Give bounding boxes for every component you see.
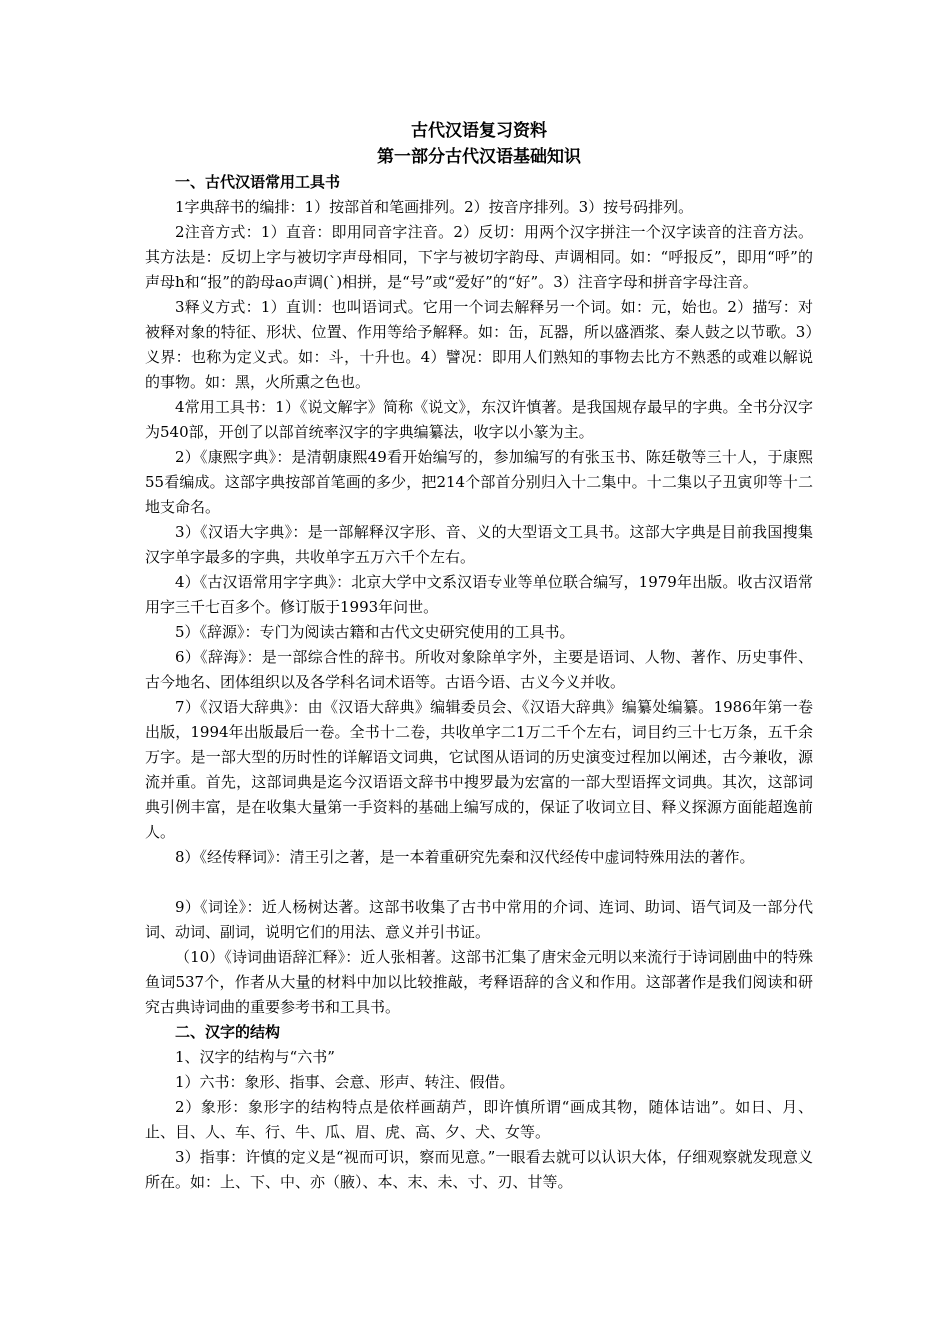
paragraph: 4常用工具书：1）《说文解字》简称《说文》，东汉许慎著。是我国规存最早的字典。全书分汉字为540部，开创了以部首统率汉字的字典编纂法，收字以小篆为主。 bbox=[145, 398, 813, 441]
document-subtitle: 第一部分古代汉语基础知识 bbox=[377, 147, 581, 167]
paragraph: 5）《辞源》：专门为阅读古籍和古代文史研究使用的工具书。 bbox=[175, 623, 575, 641]
paragraph: 1、汉字的结构与“六书” bbox=[175, 1048, 335, 1066]
paragraph: 3）指事：许慎的定义是“视而可识，察而见意。”一眼看去就可以认识大体，仔细观察就发现意义所在。如：上、下、中、亦（腋）、本、末、未、寸、刃、甘等。 bbox=[145, 1148, 813, 1191]
paragraph: 9）《词诠》：近人杨树达著。这部书收集了古书中常用的介词、连词、助词、语气词及一部分代词、动词、副词，说明它们的用法、意义并引书证。 bbox=[145, 898, 813, 941]
blank-line bbox=[145, 870, 813, 895]
paragraph: 2注音方式：1）直音：即用同音字注音。2）反切：用两个汉字拼注一个汉字读音的注音方法。其方法是：反切上字与被切字声母相同，下字与被切字韵母、声调相同。如：“呼报反”，即用“呼”的声母h和“报”的韵母ao声调(ˋ)相拼，是“号”或“爱好”的“好”。3）注音字母和拼音字母注音。 bbox=[145, 223, 813, 291]
paragraph: 7）《汉语大辞典》：由《汉语大辞典》编辑委员会、《汉语大辞典》编纂处编纂。1986年第一卷出版，1994年出版最后一卷。全书十二卷，共收单字二1万二千个左右，词目约三十七万条，五千余万字。是一部大型的历时性的详解语文词典，它试图从语词的历史演变过程加以阐述，古今兼收，源流并重。首先，这部词典是迄今汉语语文辞书中搜罗最为宏富的一部大型语挥文词典。其次，这部词典引例丰富，是在收集大量第一手资料的基础上编写成的，保证了收词立目、释义探源方面能超逸前人。 bbox=[145, 698, 813, 841]
paragraph: （10）《诗词曲语辞汇释》：近人张相著。这部书汇集了唐宋金元明以来流行于诗词剧曲中的特殊鱼词537个，作者从大量的材料中加以比较推敲，考释语辞的含义和作用。这部著作是我们阅读和研究古典诗词曲的重要参考书和工具书。 bbox=[145, 948, 813, 1016]
paragraph: 3）《汉语大字典》：是一部解释汉字形、音、义的大型语文工具书。这部大字典是目前我国搜集汉字单字最多的字典，共收单字五万六千个左右。 bbox=[145, 523, 813, 566]
document-title: 古代汉语复习资料 bbox=[411, 121, 547, 141]
paragraph: 2）象形：象形字的结构特点是依样画葫芦，即许慎所谓“画成其物，随体诘诎”。如日、月、止、目、人、车、行、牛、瓜、眉、虎、高、夕、犬、女等。 bbox=[145, 1098, 813, 1141]
paragraph: 3释义方式：1）直训：也叫语词式。它用一个词去解释另一个词。如：元，始也。2）描写：对被释对象的特征、形状、位置、作用等给予解释。如：缶，瓦器，所以盛酒浆、秦人鼓之以节歌。3）义界：也称为定义式。如：斗，十升也。4）譬况：即用人们熟知的事物去比方不熟悉的或难以解说的事物。如：黑，火所熏之色也。 bbox=[145, 298, 813, 391]
section2-heading: 二、汉字的结构 bbox=[175, 1023, 281, 1041]
paragraph: 1）六书：象形、指事、会意、形声、转注、假借。 bbox=[175, 1073, 515, 1091]
paragraph: 4）《古汉语常用字字典》：北京大学中文系汉语专业等单位联合编写，1979年出版。收古汉语常用字三千七百多个。修订版于1993年问世。 bbox=[145, 573, 813, 616]
section1-heading: 一、古代汉语常用工具书 bbox=[175, 173, 341, 191]
document-page bbox=[145, 118, 813, 1195]
paragraph: 2）《康熙字典》：是清朝康熙49看开始编写的，参加编写的有张玉书、陈廷敬等三十人，于康熙55看编成。这部字典按部首笔画的多少，把214个部首分别归入十二集中。十二集以子丑寅卯等十二地支命名。 bbox=[145, 448, 813, 516]
paragraph: 6）《辞海》：是一部综合性的辞书。所收对象除单字外，主要是语词、人物、著作、历史事件、古今地名、团体组织以及各学科名词术语等。古语今语、古义今义并收。 bbox=[145, 648, 813, 691]
paragraph: 8）《经传释词》：清王引之著，是一本着重研究先秦和汉代经传中虚词特殊用法的著作。 bbox=[175, 848, 755, 866]
paragraph: 1字典辞书的编排：1）按部首和笔画排列。2）按音序排列。3）按号码排列。 bbox=[175, 198, 694, 216]
